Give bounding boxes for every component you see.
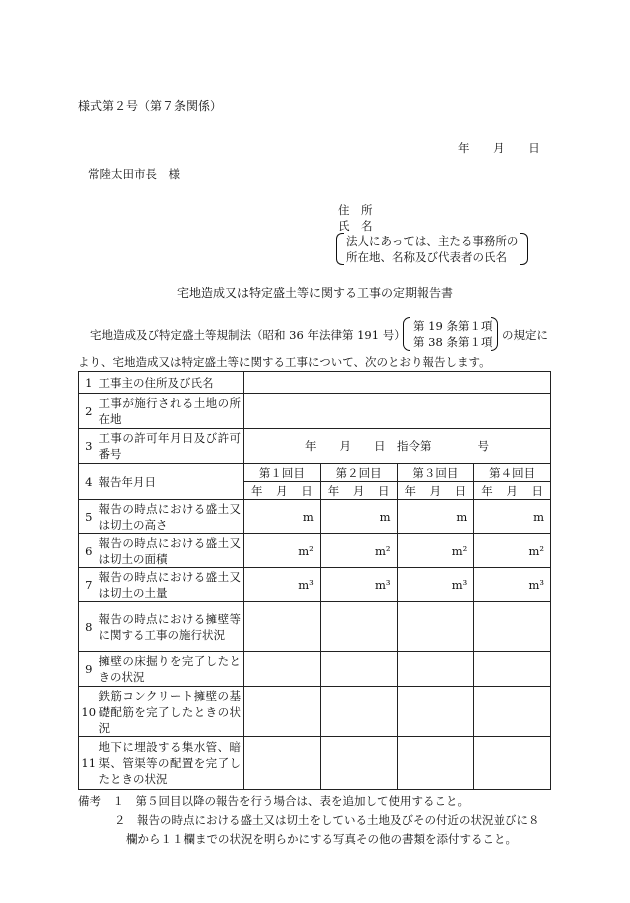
retaining-cell-2[interactable] [320, 602, 397, 652]
volume-cell-4[interactable]: m³ [474, 568, 551, 602]
row-label: 報告年月日 [99, 464, 244, 500]
note-2a: ２ 報告の時点における盛土又は切土をしている土地及びその付近の状況並びに８ [114, 813, 540, 827]
date-line: 年 月 日 [458, 141, 540, 155]
row-label: 擁壁の床掘りを完了したときの状況 [99, 652, 244, 687]
row-number: 6 [79, 534, 99, 568]
report-header-4: 第４回目 [474, 464, 551, 482]
document-title: 宅地造成又は特定盛土等に関する工事の定期報告書 [176, 286, 453, 300]
right-bracket [520, 233, 528, 265]
volume-cell-1[interactable]: m³ [244, 568, 321, 602]
excavation-cell-2[interactable] [320, 652, 397, 687]
table-row [79, 568, 551, 602]
addressee: 常陸太田市長 様 [88, 167, 180, 181]
report-date-3[interactable]: 年 月 日 [397, 482, 474, 500]
row-label: 報告の時点における擁壁等に関する工事の施行状況 [99, 602, 244, 652]
excavation-cell-1[interactable] [244, 652, 321, 687]
table-row [79, 464, 551, 482]
row-label: 工事が施行される土地の所在地 [99, 394, 244, 429]
area-cell-1[interactable]: m² [244, 534, 321, 568]
height-cell-1[interactable]: m [244, 500, 321, 534]
table-row [79, 602, 551, 652]
left-bracket [336, 233, 344, 265]
drainage-cell-4[interactable] [474, 737, 551, 790]
table-row [79, 394, 551, 429]
table-row [79, 687, 551, 737]
area-cell-3[interactable]: m² [397, 534, 474, 568]
table-row [79, 534, 551, 568]
clause-1: 第 19 条第１項 [413, 319, 493, 333]
row-label: 地下に埋設する集水管、暗渠、管渠等の配置を完了したときの状況 [99, 737, 244, 790]
owner-cell[interactable] [244, 372, 551, 394]
row-label: 報告の時点における盛土又は切土の面積 [99, 534, 244, 568]
intro-part3: より、宅地造成又は特定盛土等に関する工事について、次のとおり報告します。 [78, 355, 491, 369]
intro-part2: の規定に [502, 328, 548, 342]
row-label: 報告の時点における盛土又は切土の土量 [99, 568, 244, 602]
rebar-cell-3[interactable] [397, 687, 474, 737]
permit-cell[interactable]: 年 月 日 指令第 号 [244, 429, 551, 464]
address-label: 住 所 [338, 203, 373, 217]
note-1: １ 第５回目以降の報告を行う場合は、表を追加して使用すること。 [112, 794, 469, 808]
name-label: 氏 名 [338, 219, 373, 233]
area-cell-2[interactable]: m² [320, 534, 397, 568]
row-label: 工事主の住所及び氏名 [99, 372, 244, 394]
corporate-note-line1: 法人にあっては、主たる事務所の [346, 234, 519, 248]
row-label: 工事の許可年月日及び許可番号 [99, 429, 244, 464]
row-number: 11 [79, 737, 99, 790]
table-row [79, 500, 551, 534]
excavation-cell-3[interactable] [397, 652, 474, 687]
height-cell-3[interactable]: m [397, 500, 474, 534]
row-number: 3 [79, 429, 99, 464]
report-table [78, 371, 551, 790]
applicant-block [338, 202, 373, 234]
notes [78, 792, 540, 849]
notes-heading: 備考 [78, 794, 101, 808]
row-number: 5 [79, 500, 99, 534]
report-header-2: 第２回目 [320, 464, 397, 482]
row-number: 8 [79, 602, 99, 652]
area-cell-4[interactable]: m² [474, 534, 551, 568]
height-cell-2[interactable]: m [320, 500, 397, 534]
clause-brace [403, 317, 498, 351]
row-number: 1 [79, 372, 99, 394]
corporate-note-line2: 所在地、名称及び代表者の氏名 [346, 250, 507, 264]
form-number: 様式第２号（第７条関係） [78, 99, 223, 113]
report-date-2[interactable]: 年 月 日 [320, 482, 397, 500]
drainage-cell-2[interactable] [320, 737, 397, 790]
table-row [79, 429, 551, 464]
row-number: 2 [79, 394, 99, 429]
table-row [79, 372, 551, 394]
height-cell-4[interactable]: m [474, 500, 551, 534]
report-header-3: 第３回目 [397, 464, 474, 482]
note-2b: 欄から１１欄までの状況を明らかにする写真その他の書類を添付すること。 [126, 832, 517, 846]
location-cell[interactable] [244, 394, 551, 429]
excavation-cell-4[interactable] [474, 652, 551, 687]
clause-2: 第 38 条第１項 [413, 335, 493, 349]
table-row [79, 652, 551, 687]
rebar-cell-2[interactable] [320, 687, 397, 737]
intro-part1: 宅地造成及び特定盛土等規制法（昭和 36 年法律第 191 号） [90, 328, 406, 342]
corporate-note [336, 233, 528, 265]
retaining-cell-3[interactable] [397, 602, 474, 652]
row-label: 鉄筋コンクリート擁壁の基礎配筋を完了したときの状況 [99, 687, 244, 737]
report-date-1[interactable]: 年 月 日 [244, 482, 321, 500]
report-header-1: 第１回目 [244, 464, 321, 482]
row-label: 報告の時点における盛土又は切土の高さ [99, 500, 244, 534]
rebar-cell-4[interactable] [474, 687, 551, 737]
report-date-4[interactable]: 年 月 日 [474, 482, 551, 500]
volume-cell-3[interactable]: m³ [397, 568, 474, 602]
row-number: 9 [79, 652, 99, 687]
row-number: 7 [79, 568, 99, 602]
row-number: 4 [79, 464, 99, 500]
volume-cell-2[interactable]: m³ [320, 568, 397, 602]
drainage-cell-1[interactable] [244, 737, 321, 790]
table-row [79, 737, 551, 790]
rebar-cell-1[interactable] [244, 687, 321, 737]
drainage-cell-3[interactable] [397, 737, 474, 790]
retaining-cell-1[interactable] [244, 602, 321, 652]
retaining-cell-4[interactable] [474, 602, 551, 652]
row-number: 10 [79, 687, 99, 737]
